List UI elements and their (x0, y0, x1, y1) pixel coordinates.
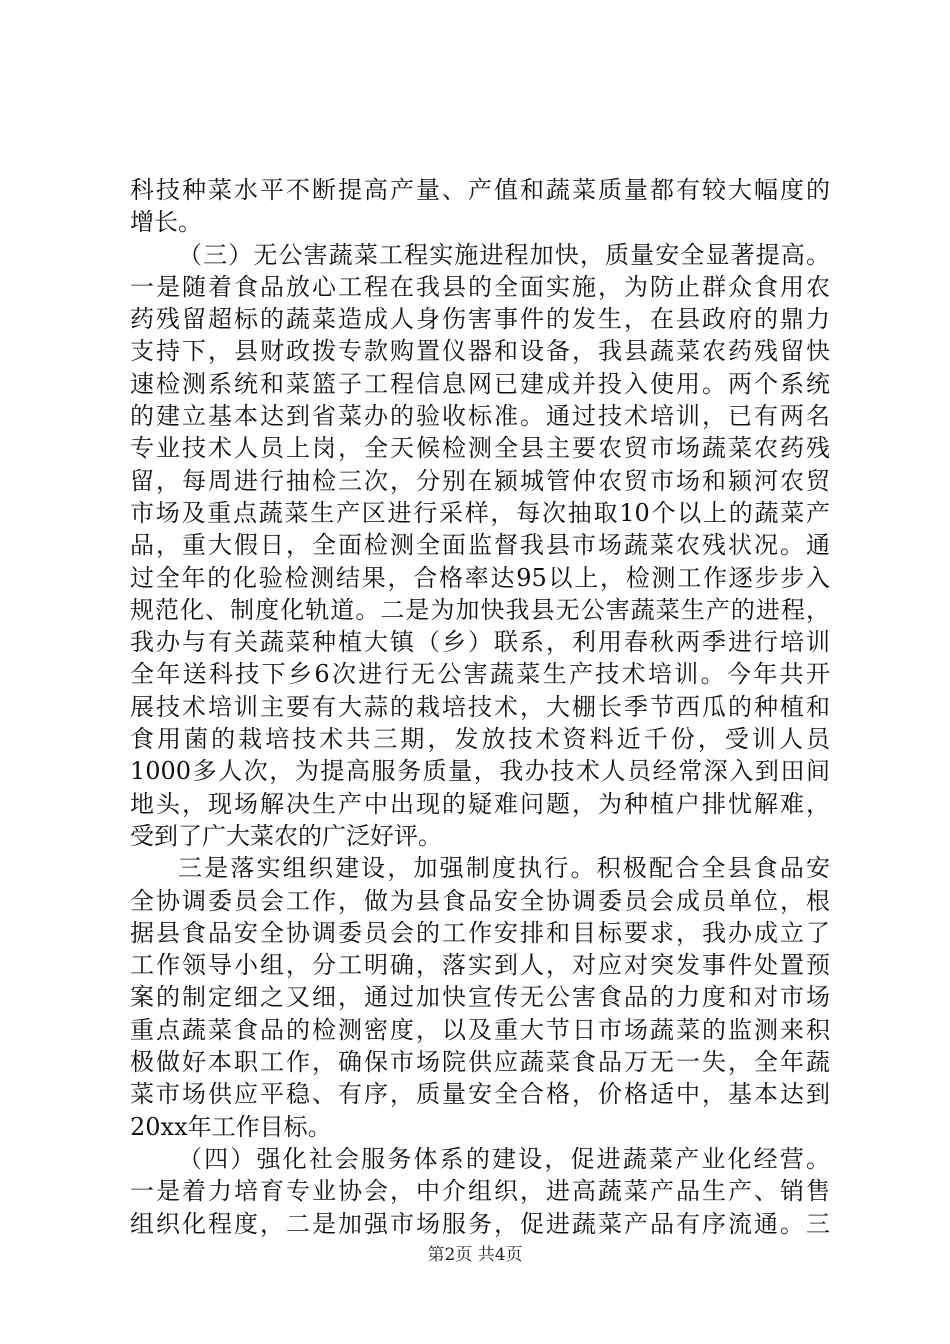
text-line: 药残留超标的蔬菜造成人身伤害事件的发生，在县政府的鼎力 (130, 305, 830, 334)
text-line: 品，重大假日，全面检测全面监督我县市场蔬菜农残状况。通 (130, 531, 830, 560)
text-line: 重点蔬菜食品的检测密度，以及重大节日市场蔬菜的监测来积 (130, 1015, 830, 1044)
text-line: （四）强化社会服务体系的建设，促进蔬菜产业化经营。 (178, 1144, 830, 1173)
text-line: 留，每周进行抽检三次，分别在颍城管仲农贸市场和颍河农贸 (130, 466, 830, 495)
text-line: 三是落实组织建设，加强制度执行。积极配合全县食品安 (178, 854, 830, 883)
text-line: 1000多人次，为提高服务质量，我办技术人员经常深入到田间 (130, 757, 830, 786)
text-line: 我办与有关蔬菜种植大镇（乡）联系，利用春秋两季进行培训 (130, 628, 830, 657)
text-line: 全年送科技下乡6次进行无公害蔬菜生产技术培训。今年共开 (130, 660, 830, 689)
text-line: 极做好本职工作，确保市场院供应蔬菜食品万无一失，全年蔬 (130, 1048, 830, 1077)
text-line: 增长。 (130, 208, 202, 237)
text-line: 规范化、制度化轨道。二是为加快我县无公害蔬菜生产的进程， (130, 595, 830, 624)
text-line: 过全年的化验检测结果，合格率达95以上，检测工作逐步步入 (130, 563, 830, 592)
document-body (130, 174, 830, 1240)
text-line: 一是随着食品放心工程在我县的全面实施，为防止群众食用农 (130, 272, 830, 301)
text-line: 工作领导小组，分工明确，落实到人，对应对突发事件处置预 (130, 951, 830, 980)
text-line: 展技术培训主要有大蒜的栽培技术，大棚长季节西瓜的种植和 (130, 692, 830, 721)
text-line: 20xx年工作目标。 (130, 1112, 332, 1141)
page-footer: 第2页 共4页 (427, 1245, 523, 1265)
text-line: 专业技术人员上岗，全天候检测全县主要农贸市场蔬菜农药残 (130, 434, 830, 463)
text-line: 菜市场供应平稳、有序，质量安全合格，价格适中，基本达到 (130, 1080, 830, 1109)
text-line: （三）无公害蔬菜工程实施进程加快，质量安全显著提高。 (178, 240, 830, 269)
text-line: 市场及重点蔬菜生产区进行采样，每次抽取10个以上的蔬菜产 (130, 498, 830, 527)
text-line: 一是着力培育专业协会，中介组织，进高蔬菜产品生产、销售 (130, 1177, 830, 1206)
text-line: 受到了广大菜农的广泛好评。 (130, 821, 442, 850)
text-line: 科技种菜水平不断提高产量、产值和蔬菜质量都有较大幅度的 (130, 176, 830, 204)
text-line: 支持下，县财政拨专款购置仪器和设备，我县蔬菜农药残留快 (130, 337, 830, 366)
text-line: 全协调委员会工作，做为县食品安全协调委员会成员单位，根 (130, 886, 830, 915)
text-line: 的建立基本达到省菜办的验收标准。通过技术培训，已有两名 (130, 402, 830, 431)
text-line: 地头，现场解决生产中出现的疑难问题，为种植户排忧解难， (130, 789, 830, 818)
text-line: 案的制定细之又细，通过加快宣传无公害食品的力度和对市场 (130, 983, 830, 1012)
text-line: 据县食品安全协调委员会的工作安排和目标要求，我办成立了 (130, 918, 830, 947)
text-line: 速检测系统和菜篮子工程信息网已建成并投入使用。两个系统 (130, 369, 830, 398)
text-line: 食用菌的栽培技术共三期，发放技术资料近千份，受训人员 (130, 725, 830, 754)
text-line: 组织化程度，二是加强市场服务，促进蔬菜产品有序流通。三 (130, 1209, 830, 1238)
